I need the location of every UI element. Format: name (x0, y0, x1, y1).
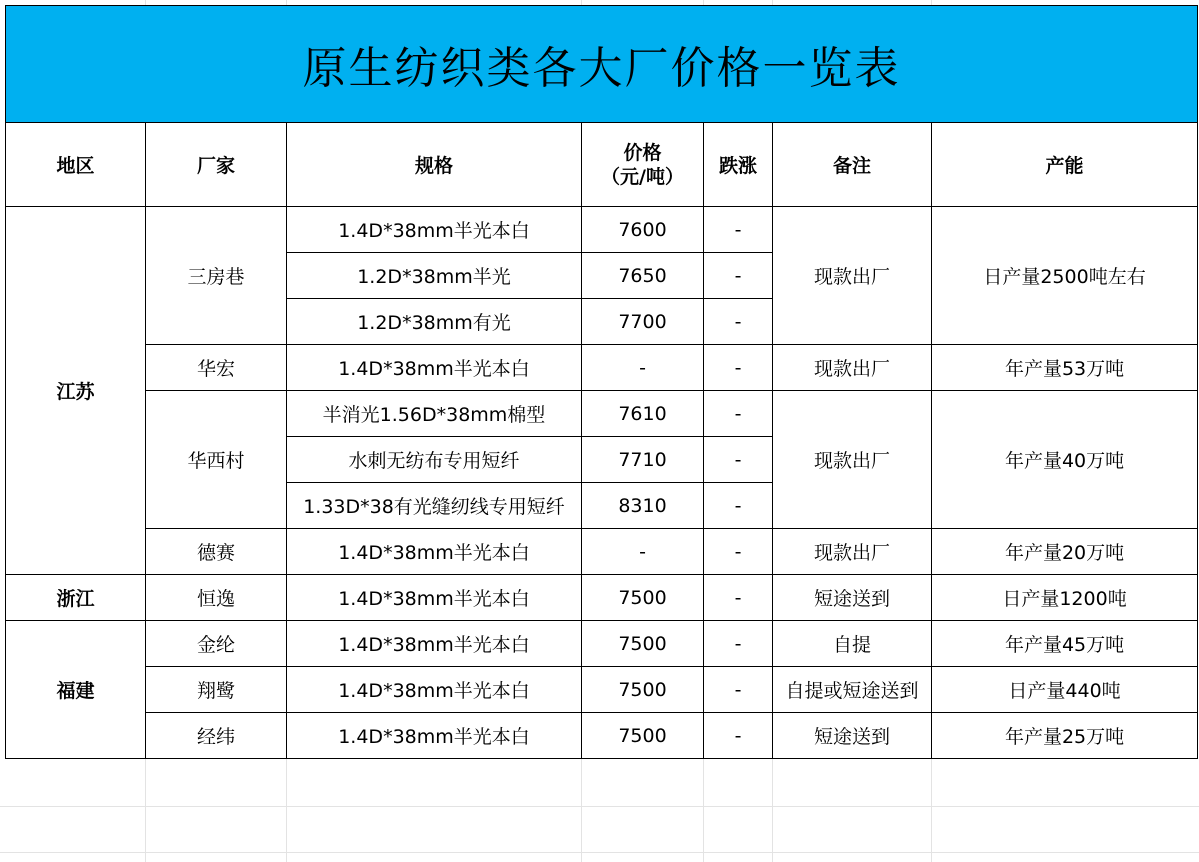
price-cell[interactable]: 7600 (582, 207, 704, 253)
change-cell[interactable]: - (704, 345, 773, 391)
table-row (6, 667, 1198, 713)
change-cell[interactable]: - (704, 483, 773, 529)
spec-cell[interactable]: 1.4D*38mm半光本白 (287, 345, 582, 391)
header-spec[interactable]: 规格 (287, 123, 582, 207)
capacity-cell[interactable]: 年产量53万吨 (932, 345, 1198, 391)
change-cell[interactable]: - (704, 575, 773, 621)
header-region[interactable]: 地区 (6, 123, 146, 207)
table-row (6, 713, 1198, 759)
capacity-cell[interactable]: 年产量40万吨 (932, 391, 1198, 529)
change-cell[interactable]: - (704, 207, 773, 253)
change-cell[interactable]: - (704, 437, 773, 483)
factory-cell[interactable]: 经纬 (146, 713, 287, 759)
price-cell[interactable]: 7700 (582, 299, 704, 345)
remark-cell[interactable]: 短途送到 (773, 713, 932, 759)
change-cell[interactable]: - (704, 621, 773, 667)
header-factory[interactable]: 厂家 (146, 123, 287, 207)
capacity-cell[interactable]: 年产量20万吨 (932, 529, 1198, 575)
price-cell[interactable]: 7500 (582, 713, 704, 759)
change-cell[interactable]: - (704, 253, 773, 299)
factory-cell[interactable]: 华西村 (146, 391, 287, 529)
price-cell[interactable]: 8310 (582, 483, 704, 529)
table-row (6, 345, 1198, 391)
spec-cell[interactable]: 1.4D*38mm半光本白 (287, 713, 582, 759)
factory-cell[interactable]: 三房巷 (146, 207, 287, 345)
capacity-cell[interactable]: 日产量2500吨左右 (932, 207, 1198, 345)
remark-cell[interactable]: 短途送到 (773, 575, 932, 621)
spec-cell[interactable]: 水刺无纺布专用短纤 (287, 437, 582, 483)
sheet-gridline (0, 806, 1199, 807)
price-cell[interactable]: 7500 (582, 575, 704, 621)
factory-cell[interactable]: 恒逸 (146, 575, 287, 621)
table-row (6, 391, 1198, 437)
price-cell[interactable]: 7610 (582, 391, 704, 437)
header-price-unit: （元/吨） (601, 165, 684, 188)
factory-cell[interactable]: 华宏 (146, 345, 287, 391)
region-cell-zhejiang[interactable]: 浙江 (6, 575, 146, 621)
table-row (6, 529, 1198, 575)
remark-cell[interactable]: 现款出厂 (773, 529, 932, 575)
header-remark[interactable]: 备注 (773, 123, 932, 207)
capacity-cell[interactable]: 年产量45万吨 (932, 621, 1198, 667)
factory-cell[interactable]: 德赛 (146, 529, 287, 575)
sheet-gridline (0, 852, 1199, 853)
price-cell[interactable]: 7500 (582, 621, 704, 667)
spec-cell[interactable]: 半消光1.56D*38mm棉型 (287, 391, 582, 437)
capacity-cell[interactable]: 日产量1200吨 (932, 575, 1198, 621)
factory-cell[interactable]: 金纶 (146, 621, 287, 667)
header-change[interactable]: 跌涨 (704, 123, 773, 207)
region-cell-jiangsu[interactable]: 江苏 (6, 207, 146, 575)
spec-cell[interactable]: 1.4D*38mm半光本白 (287, 667, 582, 713)
price-cell[interactable]: - (582, 345, 704, 391)
remark-cell[interactable]: 现款出厂 (773, 391, 932, 529)
factory-cell[interactable]: 翔鹭 (146, 667, 287, 713)
capacity-cell[interactable]: 日产量440吨 (932, 667, 1198, 713)
price-cell[interactable]: 7710 (582, 437, 704, 483)
price-cell[interactable]: 7500 (582, 667, 704, 713)
spec-cell[interactable]: 1.4D*38mm半光本白 (287, 575, 582, 621)
region-cell-fujian[interactable]: 福建 (6, 621, 146, 759)
table-row (6, 621, 1198, 667)
spec-cell[interactable]: 1.4D*38mm半光本白 (287, 529, 582, 575)
table-row (6, 575, 1198, 621)
change-cell[interactable]: - (704, 529, 773, 575)
spec-cell[interactable]: 1.33D*38有光缝纫线专用短纤 (287, 483, 582, 529)
remark-cell[interactable]: 现款出厂 (773, 345, 932, 391)
remark-cell[interactable]: 自提 (773, 621, 932, 667)
change-cell[interactable]: - (704, 713, 773, 759)
spec-cell[interactable]: 1.4D*38mm半光本白 (287, 621, 582, 667)
remark-cell[interactable]: 现款出厂 (773, 207, 932, 345)
capacity-cell[interactable]: 年产量25万吨 (932, 713, 1198, 759)
change-cell[interactable]: - (704, 299, 773, 345)
price-table (5, 5, 1198, 759)
change-cell[interactable]: - (704, 391, 773, 437)
header-capacity[interactable]: 产能 (932, 123, 1198, 207)
price-cell[interactable]: 7650 (582, 253, 704, 299)
table-title[interactable]: 原生纺织类各大厂价格一览表 (6, 6, 1198, 123)
change-cell[interactable]: - (704, 667, 773, 713)
remark-cell[interactable]: 自提或短途送到 (773, 667, 932, 713)
price-cell[interactable]: - (582, 529, 704, 575)
spec-cell[interactable]: 1.2D*38mm半光 (287, 253, 582, 299)
header-price-label: 价格 (623, 141, 662, 164)
table-row (6, 207, 1198, 253)
spec-cell[interactable]: 1.2D*38mm有光 (287, 299, 582, 345)
spec-cell[interactable]: 1.4D*38mm半光本白 (287, 207, 582, 253)
header-price[interactable] (582, 123, 704, 207)
